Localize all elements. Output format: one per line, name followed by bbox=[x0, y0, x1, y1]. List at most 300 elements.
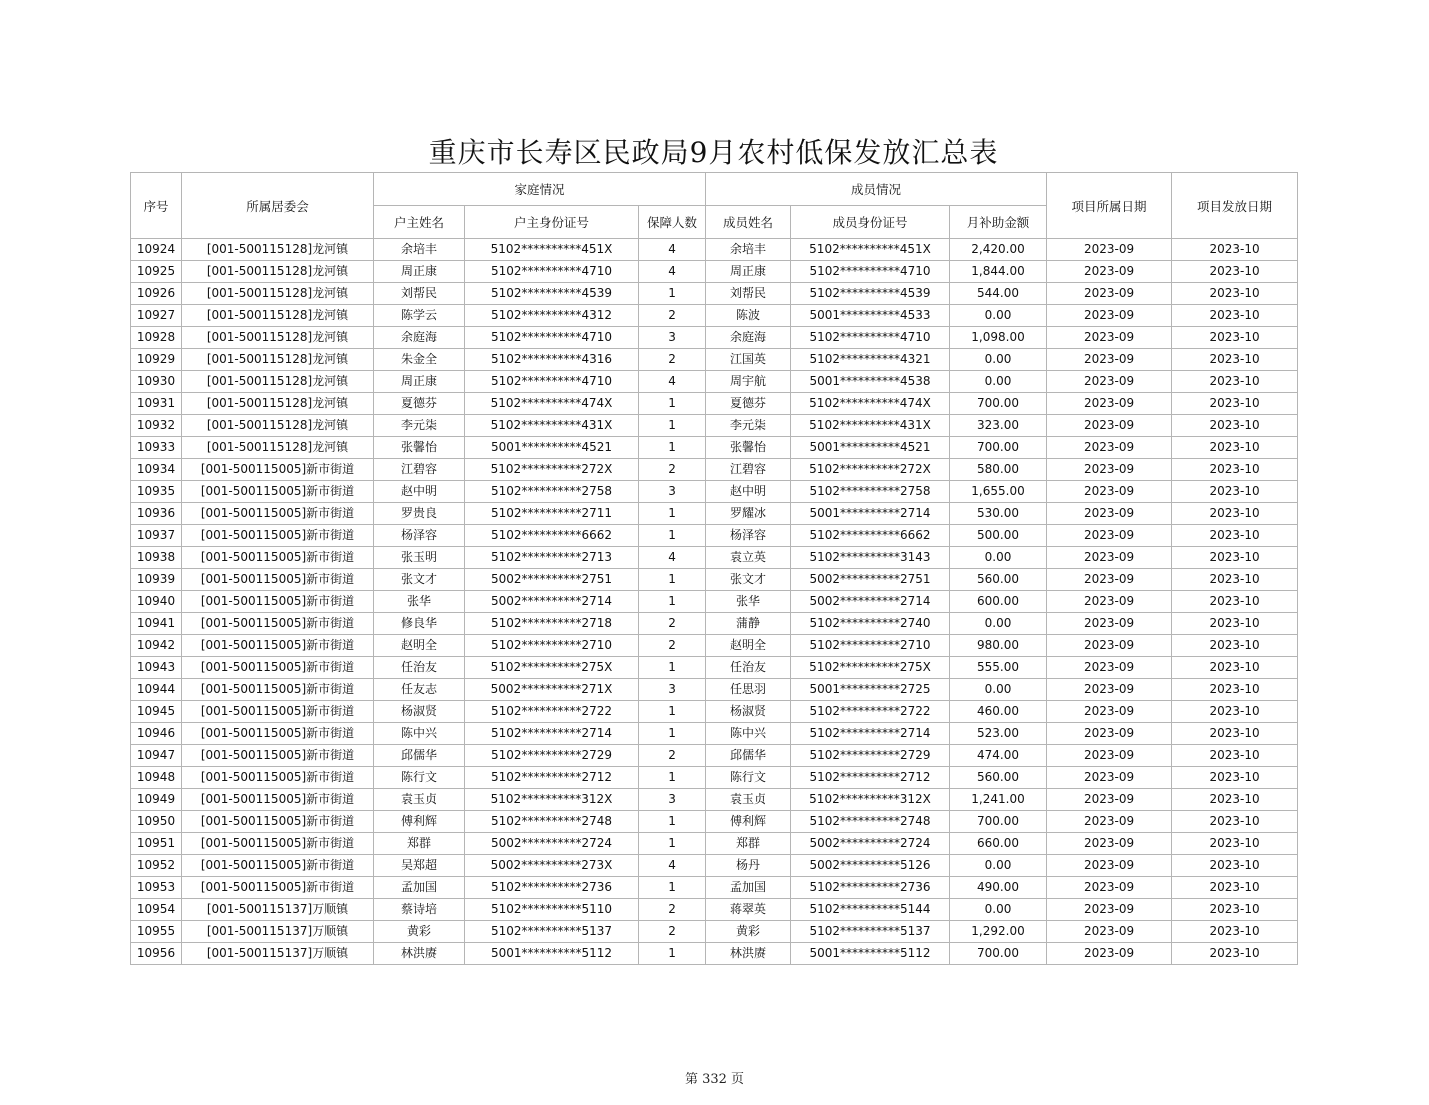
cell-covered-count: 1 bbox=[639, 437, 706, 459]
cell-covered-count: 1 bbox=[639, 283, 706, 305]
cell-member-id: 5102**********2722 bbox=[791, 701, 950, 723]
cell-covered-count: 1 bbox=[639, 525, 706, 547]
cell-head-name: 周正康 bbox=[374, 371, 465, 393]
cell-member-id: 5102**********2712 bbox=[791, 767, 950, 789]
cell-head-id: 5102**********2748 bbox=[465, 811, 639, 833]
table-row bbox=[131, 943, 1298, 965]
cell-head-name: 陈学云 bbox=[374, 305, 465, 327]
cell-member-id: 5001**********4538 bbox=[791, 371, 950, 393]
cell-head-name: 余培丰 bbox=[374, 239, 465, 261]
cell-member-id: 5102**********2736 bbox=[791, 877, 950, 899]
cell-covered-count: 1 bbox=[639, 811, 706, 833]
cell-seq: 10944 bbox=[131, 679, 182, 701]
cell-issue-date: 2023-10 bbox=[1172, 481, 1298, 503]
cell-committee: [001-500115137]万顺镇 bbox=[182, 921, 374, 943]
table-row bbox=[131, 327, 1298, 349]
cell-issue-date: 2023-10 bbox=[1172, 283, 1298, 305]
cell-covered-count: 1 bbox=[639, 415, 706, 437]
cell-covered-count: 1 bbox=[639, 767, 706, 789]
cell-member-id: 5102**********431X bbox=[791, 415, 950, 437]
cell-committee: [001-500115005]新市街道 bbox=[182, 635, 374, 657]
cell-seq: 10946 bbox=[131, 723, 182, 745]
cell-head-id: 5102**********275X bbox=[465, 657, 639, 679]
cell-monthly-amount: 2,420.00 bbox=[950, 239, 1047, 261]
cell-head-id: 5102**********5110 bbox=[465, 899, 639, 921]
cell-head-name: 夏德芬 bbox=[374, 393, 465, 415]
cell-issue-date: 2023-10 bbox=[1172, 459, 1298, 481]
cell-member-name: 张华 bbox=[706, 591, 791, 613]
cell-monthly-amount: 700.00 bbox=[950, 943, 1047, 965]
cell-committee: [001-500115005]新市街道 bbox=[182, 745, 374, 767]
cell-seq: 10953 bbox=[131, 877, 182, 899]
cell-project-date: 2023-09 bbox=[1047, 415, 1172, 437]
cell-head-name: 张文才 bbox=[374, 569, 465, 591]
cell-covered-count: 3 bbox=[639, 327, 706, 349]
cell-head-id: 5102**********2714 bbox=[465, 723, 639, 745]
cell-issue-date: 2023-10 bbox=[1172, 261, 1298, 283]
cell-issue-date: 2023-10 bbox=[1172, 899, 1298, 921]
cell-member-id: 5102**********5144 bbox=[791, 899, 950, 921]
cell-monthly-amount: 474.00 bbox=[950, 745, 1047, 767]
cell-member-id: 5102**********2740 bbox=[791, 613, 950, 635]
cell-member-id: 5002**********5126 bbox=[791, 855, 950, 877]
table-row bbox=[131, 855, 1298, 877]
cell-project-date: 2023-09 bbox=[1047, 745, 1172, 767]
cell-project-date: 2023-09 bbox=[1047, 393, 1172, 415]
cell-member-name: 杨淑贤 bbox=[706, 701, 791, 723]
cell-monthly-amount: 0.00 bbox=[950, 679, 1047, 701]
table-row bbox=[131, 239, 1298, 261]
table-header bbox=[131, 173, 1298, 239]
cell-head-name: 杨淑贤 bbox=[374, 701, 465, 723]
cell-member-name: 郑群 bbox=[706, 833, 791, 855]
table-row bbox=[131, 767, 1298, 789]
cell-member-id: 5102**********451X bbox=[791, 239, 950, 261]
cell-issue-date: 2023-10 bbox=[1172, 635, 1298, 657]
cell-issue-date: 2023-10 bbox=[1172, 811, 1298, 833]
cell-issue-date: 2023-10 bbox=[1172, 371, 1298, 393]
cell-covered-count: 4 bbox=[639, 261, 706, 283]
cell-seq: 10939 bbox=[131, 569, 182, 591]
header-member-group: 成员情况 bbox=[706, 173, 1047, 206]
cell-member-id: 5001**********4521 bbox=[791, 437, 950, 459]
cell-head-name: 张玉明 bbox=[374, 547, 465, 569]
cell-head-name: 吴郑超 bbox=[374, 855, 465, 877]
header-monthly-amount: 月补助金额 bbox=[950, 206, 1047, 239]
cell-monthly-amount: 460.00 bbox=[950, 701, 1047, 723]
cell-committee: [001-500115005]新市街道 bbox=[182, 723, 374, 745]
cell-member-name: 赵明全 bbox=[706, 635, 791, 657]
cell-seq: 10937 bbox=[131, 525, 182, 547]
cell-member-name: 蒲静 bbox=[706, 613, 791, 635]
cell-member-id: 5102**********6662 bbox=[791, 525, 950, 547]
cell-member-id: 5102**********272X bbox=[791, 459, 950, 481]
cell-covered-count: 2 bbox=[639, 349, 706, 371]
cell-monthly-amount: 0.00 bbox=[950, 349, 1047, 371]
cell-head-id: 5102**********474X bbox=[465, 393, 639, 415]
cell-seq: 10938 bbox=[131, 547, 182, 569]
cell-seq: 10934 bbox=[131, 459, 182, 481]
table-row bbox=[131, 525, 1298, 547]
cell-project-date: 2023-09 bbox=[1047, 261, 1172, 283]
cell-head-id: 5002**********2751 bbox=[465, 569, 639, 591]
cell-covered-count: 1 bbox=[639, 393, 706, 415]
cell-head-id: 5102**********2713 bbox=[465, 547, 639, 569]
cell-member-id: 5002**********2724 bbox=[791, 833, 950, 855]
cell-project-date: 2023-09 bbox=[1047, 591, 1172, 613]
cell-head-name: 余庭海 bbox=[374, 327, 465, 349]
cell-issue-date: 2023-10 bbox=[1172, 723, 1298, 745]
cell-head-name: 赵中明 bbox=[374, 481, 465, 503]
cell-project-date: 2023-09 bbox=[1047, 613, 1172, 635]
cell-head-name: 邱儒华 bbox=[374, 745, 465, 767]
cell-project-date: 2023-09 bbox=[1047, 569, 1172, 591]
cell-committee: [001-500115005]新市街道 bbox=[182, 459, 374, 481]
table-row bbox=[131, 371, 1298, 393]
cell-committee: [001-500115005]新市街道 bbox=[182, 569, 374, 591]
cell-head-id: 5002**********2724 bbox=[465, 833, 639, 855]
cell-issue-date: 2023-10 bbox=[1172, 415, 1298, 437]
cell-issue-date: 2023-10 bbox=[1172, 701, 1298, 723]
cell-covered-count: 1 bbox=[639, 503, 706, 525]
cell-seq: 10928 bbox=[131, 327, 182, 349]
table-row bbox=[131, 591, 1298, 613]
cell-head-name: 陈行文 bbox=[374, 767, 465, 789]
cell-monthly-amount: 1,844.00 bbox=[950, 261, 1047, 283]
cell-head-id: 5102**********2710 bbox=[465, 635, 639, 657]
cell-project-date: 2023-09 bbox=[1047, 305, 1172, 327]
cell-issue-date: 2023-10 bbox=[1172, 767, 1298, 789]
cell-member-name: 陈行文 bbox=[706, 767, 791, 789]
cell-member-id: 5102**********2729 bbox=[791, 745, 950, 767]
cell-seq: 10930 bbox=[131, 371, 182, 393]
cell-head-name: 罗贵良 bbox=[374, 503, 465, 525]
cell-monthly-amount: 0.00 bbox=[950, 371, 1047, 393]
cell-head-id: 5002**********271X bbox=[465, 679, 639, 701]
cell-project-date: 2023-09 bbox=[1047, 547, 1172, 569]
cell-seq: 10941 bbox=[131, 613, 182, 635]
cell-head-name: 任友志 bbox=[374, 679, 465, 701]
cell-member-name: 江碧容 bbox=[706, 459, 791, 481]
cell-head-id: 5102**********2718 bbox=[465, 613, 639, 635]
cell-monthly-amount: 500.00 bbox=[950, 525, 1047, 547]
cell-member-id: 5102**********4710 bbox=[791, 327, 950, 349]
cell-monthly-amount: 700.00 bbox=[950, 811, 1047, 833]
cell-member-name: 蒋翠英 bbox=[706, 899, 791, 921]
table-row bbox=[131, 789, 1298, 811]
cell-seq: 10952 bbox=[131, 855, 182, 877]
cell-member-name: 余培丰 bbox=[706, 239, 791, 261]
cell-head-id: 5102**********2711 bbox=[465, 503, 639, 525]
cell-monthly-amount: 490.00 bbox=[950, 877, 1047, 899]
cell-head-name: 朱金全 bbox=[374, 349, 465, 371]
cell-committee: [001-500115128]龙河镇 bbox=[182, 283, 374, 305]
cell-head-id: 5102**********4710 bbox=[465, 261, 639, 283]
cell-covered-count: 2 bbox=[639, 745, 706, 767]
cell-issue-date: 2023-10 bbox=[1172, 657, 1298, 679]
table-row bbox=[131, 679, 1298, 701]
cell-project-date: 2023-09 bbox=[1047, 811, 1172, 833]
cell-monthly-amount: 560.00 bbox=[950, 767, 1047, 789]
cell-issue-date: 2023-10 bbox=[1172, 591, 1298, 613]
cell-project-date: 2023-09 bbox=[1047, 283, 1172, 305]
cell-monthly-amount: 0.00 bbox=[950, 855, 1047, 877]
cell-member-name: 张馨怡 bbox=[706, 437, 791, 459]
cell-head-name: 郑群 bbox=[374, 833, 465, 855]
cell-committee: [001-500115005]新市街道 bbox=[182, 613, 374, 635]
cell-head-id: 5001**********5112 bbox=[465, 943, 639, 965]
cell-member-name: 邱儒华 bbox=[706, 745, 791, 767]
cell-covered-count: 3 bbox=[639, 481, 706, 503]
cell-head-id: 5102**********2758 bbox=[465, 481, 639, 503]
cell-seq: 10947 bbox=[131, 745, 182, 767]
cell-committee: [001-500115005]新市街道 bbox=[182, 811, 374, 833]
cell-seq: 10950 bbox=[131, 811, 182, 833]
cell-issue-date: 2023-10 bbox=[1172, 349, 1298, 371]
header-member-name: 成员姓名 bbox=[706, 206, 791, 239]
cell-issue-date: 2023-10 bbox=[1172, 547, 1298, 569]
table-row bbox=[131, 811, 1298, 833]
table-row bbox=[131, 657, 1298, 679]
cell-project-date: 2023-09 bbox=[1047, 327, 1172, 349]
cell-head-id: 5102**********312X bbox=[465, 789, 639, 811]
cell-monthly-amount: 555.00 bbox=[950, 657, 1047, 679]
relief-summary-table bbox=[130, 172, 1298, 965]
cell-member-name: 袁玉贞 bbox=[706, 789, 791, 811]
cell-seq: 10932 bbox=[131, 415, 182, 437]
cell-committee: [001-500115005]新市街道 bbox=[182, 855, 374, 877]
cell-head-id: 5002**********2714 bbox=[465, 591, 639, 613]
cell-head-id: 5102**********5137 bbox=[465, 921, 639, 943]
cell-member-name: 罗耀冰 bbox=[706, 503, 791, 525]
cell-monthly-amount: 560.00 bbox=[950, 569, 1047, 591]
cell-covered-count: 1 bbox=[639, 723, 706, 745]
cell-committee: [001-500115005]新市街道 bbox=[182, 657, 374, 679]
cell-member-name: 袁立英 bbox=[706, 547, 791, 569]
table-body bbox=[131, 239, 1298, 965]
cell-member-name: 杨丹 bbox=[706, 855, 791, 877]
cell-head-id: 5102**********2722 bbox=[465, 701, 639, 723]
table-row bbox=[131, 547, 1298, 569]
cell-project-date: 2023-09 bbox=[1047, 459, 1172, 481]
cell-committee: [001-500115128]龙河镇 bbox=[182, 349, 374, 371]
cell-committee: [001-500115128]龙河镇 bbox=[182, 261, 374, 283]
cell-member-id: 5001**********2725 bbox=[791, 679, 950, 701]
cell-member-id: 5001**********5112 bbox=[791, 943, 950, 965]
cell-issue-date: 2023-10 bbox=[1172, 877, 1298, 899]
cell-head-id: 5102**********4316 bbox=[465, 349, 639, 371]
cell-member-id: 5001**********2714 bbox=[791, 503, 950, 525]
cell-head-name: 张华 bbox=[374, 591, 465, 613]
table-row bbox=[131, 877, 1298, 899]
cell-member-id: 5102**********474X bbox=[791, 393, 950, 415]
cell-issue-date: 2023-10 bbox=[1172, 833, 1298, 855]
cell-project-date: 2023-09 bbox=[1047, 943, 1172, 965]
table-row bbox=[131, 261, 1298, 283]
cell-monthly-amount: 0.00 bbox=[950, 899, 1047, 921]
cell-committee: [001-500115128]龙河镇 bbox=[182, 305, 374, 327]
cell-project-date: 2023-09 bbox=[1047, 371, 1172, 393]
cell-monthly-amount: 700.00 bbox=[950, 393, 1047, 415]
cell-covered-count: 2 bbox=[639, 459, 706, 481]
cell-project-date: 2023-09 bbox=[1047, 789, 1172, 811]
table-row bbox=[131, 921, 1298, 943]
cell-member-name: 江国英 bbox=[706, 349, 791, 371]
cell-committee: [001-500115005]新市街道 bbox=[182, 591, 374, 613]
cell-member-name: 林洪赓 bbox=[706, 943, 791, 965]
cell-committee: [001-500115128]龙河镇 bbox=[182, 437, 374, 459]
cell-covered-count: 3 bbox=[639, 789, 706, 811]
header-family-group: 家庭情况 bbox=[374, 173, 706, 206]
cell-project-date: 2023-09 bbox=[1047, 657, 1172, 679]
cell-covered-count: 2 bbox=[639, 305, 706, 327]
cell-committee: [001-500115005]新市街道 bbox=[182, 525, 374, 547]
header-seq: 序号 bbox=[131, 173, 182, 239]
cell-committee: [001-500115005]新市街道 bbox=[182, 767, 374, 789]
cell-member-name: 周宇航 bbox=[706, 371, 791, 393]
document-title: 重庆市长寿区民政局9月农村低保发放汇总表 bbox=[428, 136, 999, 169]
cell-issue-date: 2023-10 bbox=[1172, 239, 1298, 261]
cell-seq: 10929 bbox=[131, 349, 182, 371]
cell-committee: [001-500115128]龙河镇 bbox=[182, 415, 374, 437]
cell-project-date: 2023-09 bbox=[1047, 635, 1172, 657]
cell-member-name: 刘帮民 bbox=[706, 283, 791, 305]
cell-project-date: 2023-09 bbox=[1047, 481, 1172, 503]
cell-monthly-amount: 660.00 bbox=[950, 833, 1047, 855]
cell-member-name: 任思羽 bbox=[706, 679, 791, 701]
cell-head-name: 任治友 bbox=[374, 657, 465, 679]
cell-member-id: 5002**********2751 bbox=[791, 569, 950, 591]
cell-seq: 10933 bbox=[131, 437, 182, 459]
cell-member-name: 余庭海 bbox=[706, 327, 791, 349]
cell-member-id: 5102**********4539 bbox=[791, 283, 950, 305]
cell-issue-date: 2023-10 bbox=[1172, 855, 1298, 877]
cell-committee: [001-500115005]新市街道 bbox=[182, 701, 374, 723]
cell-project-date: 2023-09 bbox=[1047, 679, 1172, 701]
cell-member-name: 陈波 bbox=[706, 305, 791, 327]
cell-covered-count: 1 bbox=[639, 569, 706, 591]
cell-issue-date: 2023-10 bbox=[1172, 525, 1298, 547]
cell-project-date: 2023-09 bbox=[1047, 723, 1172, 745]
cell-committee: [001-500115128]龙河镇 bbox=[182, 393, 374, 415]
cell-seq: 10926 bbox=[131, 283, 182, 305]
cell-head-id: 5102**********431X bbox=[465, 415, 639, 437]
cell-seq: 10936 bbox=[131, 503, 182, 525]
cell-member-name: 杨泽容 bbox=[706, 525, 791, 547]
cell-covered-count: 2 bbox=[639, 921, 706, 943]
table-row bbox=[131, 349, 1298, 371]
table-row bbox=[131, 635, 1298, 657]
table-row bbox=[131, 899, 1298, 921]
cell-monthly-amount: 1,655.00 bbox=[950, 481, 1047, 503]
cell-monthly-amount: 0.00 bbox=[950, 305, 1047, 327]
cell-issue-date: 2023-10 bbox=[1172, 327, 1298, 349]
cell-project-date: 2023-09 bbox=[1047, 701, 1172, 723]
cell-member-id: 5102**********4710 bbox=[791, 261, 950, 283]
cell-issue-date: 2023-10 bbox=[1172, 679, 1298, 701]
cell-monthly-amount: 1,098.00 bbox=[950, 327, 1047, 349]
cell-member-name: 傅利辉 bbox=[706, 811, 791, 833]
cell-committee: [001-500115005]新市街道 bbox=[182, 679, 374, 701]
cell-issue-date: 2023-10 bbox=[1172, 503, 1298, 525]
header-head-name: 户主姓名 bbox=[374, 206, 465, 239]
cell-seq: 10949 bbox=[131, 789, 182, 811]
cell-issue-date: 2023-10 bbox=[1172, 437, 1298, 459]
table-row bbox=[131, 701, 1298, 723]
cell-covered-count: 4 bbox=[639, 239, 706, 261]
page-number: 第 332 页 bbox=[684, 1072, 745, 1087]
table-row bbox=[131, 569, 1298, 591]
cell-covered-count: 1 bbox=[639, 701, 706, 723]
cell-project-date: 2023-09 bbox=[1047, 525, 1172, 547]
table-row bbox=[131, 503, 1298, 525]
cell-member-id: 5102**********4321 bbox=[791, 349, 950, 371]
cell-member-id: 5102**********2710 bbox=[791, 635, 950, 657]
cell-head-id: 5102**********4710 bbox=[465, 327, 639, 349]
cell-member-id: 5102**********5137 bbox=[791, 921, 950, 943]
table-row bbox=[131, 415, 1298, 437]
cell-head-name: 江碧容 bbox=[374, 459, 465, 481]
table-row bbox=[131, 613, 1298, 635]
cell-seq: 10925 bbox=[131, 261, 182, 283]
cell-monthly-amount: 1,292.00 bbox=[950, 921, 1047, 943]
cell-covered-count: 1 bbox=[639, 591, 706, 613]
cell-issue-date: 2023-10 bbox=[1172, 789, 1298, 811]
table-row bbox=[131, 723, 1298, 745]
cell-project-date: 2023-09 bbox=[1047, 239, 1172, 261]
cell-seq: 10956 bbox=[131, 943, 182, 965]
cell-monthly-amount: 0.00 bbox=[950, 547, 1047, 569]
cell-issue-date: 2023-10 bbox=[1172, 305, 1298, 327]
cell-member-id: 5102**********2758 bbox=[791, 481, 950, 503]
cell-monthly-amount: 530.00 bbox=[950, 503, 1047, 525]
cell-head-name: 赵明全 bbox=[374, 635, 465, 657]
cell-head-id: 5102**********4710 bbox=[465, 371, 639, 393]
cell-issue-date: 2023-10 bbox=[1172, 393, 1298, 415]
table-row bbox=[131, 283, 1298, 305]
cell-covered-count: 4 bbox=[639, 371, 706, 393]
cell-covered-count: 3 bbox=[639, 679, 706, 701]
cell-committee: [001-500115005]新市街道 bbox=[182, 547, 374, 569]
table-row bbox=[131, 833, 1298, 855]
cell-monthly-amount: 1,241.00 bbox=[950, 789, 1047, 811]
cell-project-date: 2023-09 bbox=[1047, 767, 1172, 789]
cell-head-id: 5102**********2736 bbox=[465, 877, 639, 899]
cell-covered-count: 1 bbox=[639, 657, 706, 679]
cell-committee: [001-500115005]新市街道 bbox=[182, 481, 374, 503]
cell-covered-count: 4 bbox=[639, 855, 706, 877]
cell-member-id: 5102**********2748 bbox=[791, 811, 950, 833]
cell-member-name: 李元柒 bbox=[706, 415, 791, 437]
cell-committee: [001-500115128]龙河镇 bbox=[182, 327, 374, 349]
cell-head-id: 5102**********451X bbox=[465, 239, 639, 261]
cell-monthly-amount: 0.00 bbox=[950, 613, 1047, 635]
cell-covered-count: 4 bbox=[639, 547, 706, 569]
cell-head-id: 5002**********273X bbox=[465, 855, 639, 877]
table-row bbox=[131, 305, 1298, 327]
cell-head-name: 陈中兴 bbox=[374, 723, 465, 745]
cell-head-id: 5102**********2712 bbox=[465, 767, 639, 789]
cell-project-date: 2023-09 bbox=[1047, 921, 1172, 943]
header-head-id: 户主身份证号 bbox=[465, 206, 639, 239]
cell-covered-count: 2 bbox=[639, 899, 706, 921]
cell-head-name: 李元柒 bbox=[374, 415, 465, 437]
cell-member-id: 5102**********3143 bbox=[791, 547, 950, 569]
cell-head-name: 刘帮民 bbox=[374, 283, 465, 305]
cell-member-name: 赵中明 bbox=[706, 481, 791, 503]
cell-seq: 10945 bbox=[131, 701, 182, 723]
cell-monthly-amount: 523.00 bbox=[950, 723, 1047, 745]
